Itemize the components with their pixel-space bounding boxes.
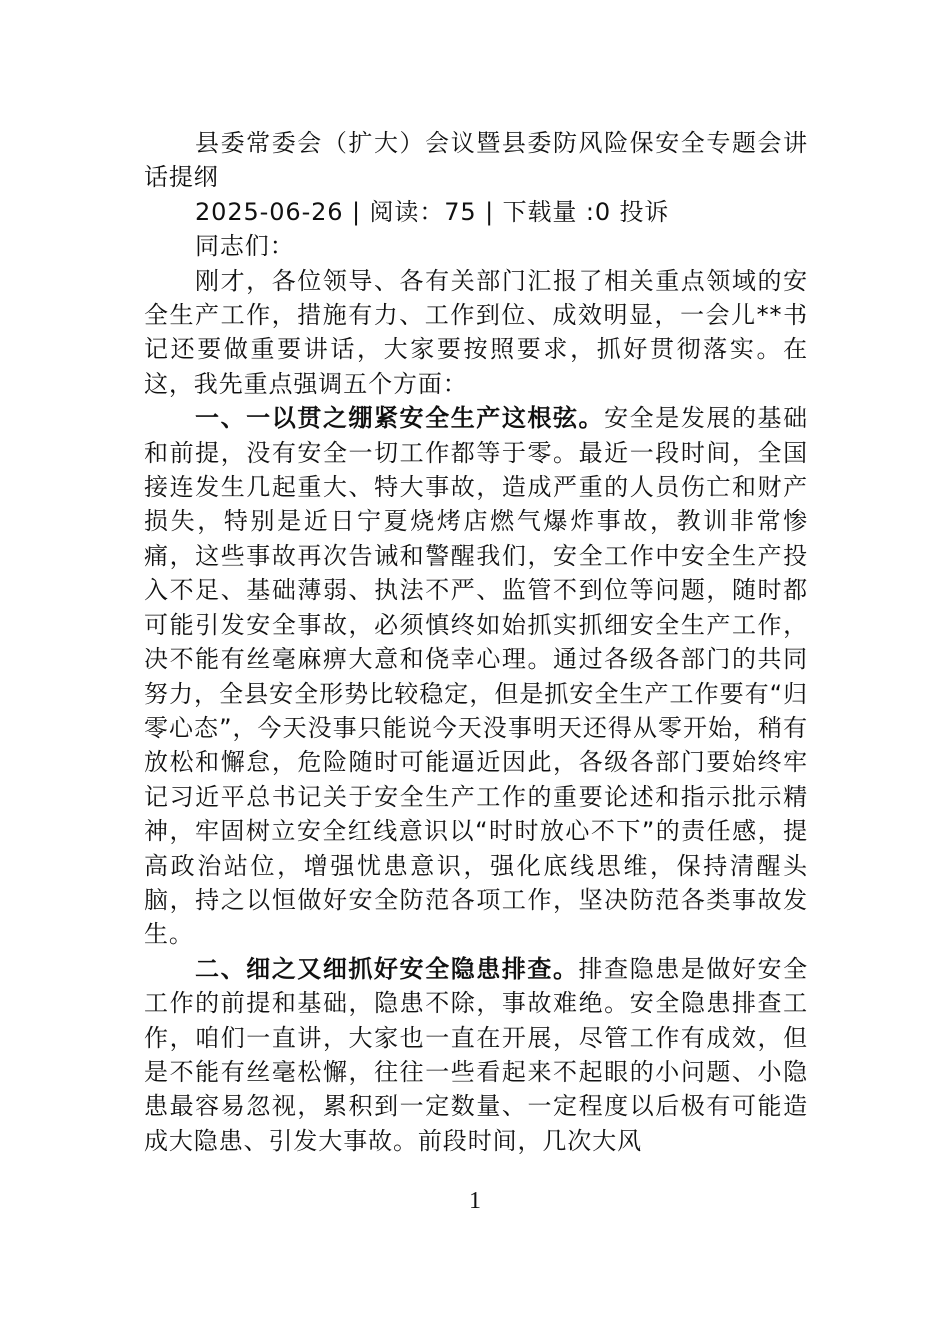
section-1-heading: 一、一以贯之绷紧安全生产这根弦。	[195, 404, 605, 433]
document-title: 县委常委会（扩大）会议暨县委防风险保安全专题会讲话提纲	[144, 129, 808, 192]
section-1	[144, 401, 808, 952]
section-2-body: 排查隐患是做好安全工作的前提和基础，隐患不除，事故难绝。安全隐患排查工作，咱们一直讲，大家也一直在开展，尽管工作有成效，但是不能有丝毫松懈，往往一些看起来不起眼的小问题、小隐患最容易忽视，累积到一定数量、一定程度以后极有可能造成大隐患、引发大事故。前段时间，几次大风	[144, 954, 808, 1155]
document-meta: 2025-06-26 | 阅读：75 | 下载量 :0 投诉	[195, 197, 670, 226]
section-1-body: 安全是发展的基础和前提，没有安全一切工作都等于零。最近一段时间，全国接连发生几起重大、特大事故，造成严重的人员伤亡和财产损失，特别是近日宁夏烧烤店燃气爆炸事故，教训非常惨痛，这些事故再次告诫和警醒我们，安全工作中安全生产投入不足、基础薄弱、执法不严、监管不到位等问题，随时都可能引发安全事故，必须慎终如始抓实抓细安全生产工作，决不能有丝毫麻痹大意和侥幸心理。通过各级各部门的共同努力，全县安全形势比较稳定，但是抓安全生产工作要有“归零心态”，今天没事只能说今天没事明天还得从零开始，稍有放松和懈怠，危险随时可能逼近因此，各级各部门要始终牢记习近平总书记关于安全生产工作的重要论述和指示批示精神，牢固树立安全红线意识以“时时放心不下”的责任感，提高政治站位，增强忧患意识，强化底线思维，保持清醒头脑，持之以恒做好安全防范各项工作，坚决防范各类事故发生。	[144, 404, 808, 949]
section-2	[144, 952, 808, 1158]
intro-paragraph: 刚才，各位领导、各有关部门汇报了相关重点领域的安全生产工作，措施有力、工作到位、成效明显，一会儿**书记还要做重要讲话，大家要按照要求，抓好贯彻落实。在这，我先重点强调五个方面：	[144, 266, 808, 398]
page-number: 1	[469, 1188, 481, 1214]
document-page	[144, 126, 808, 1158]
section-2-heading: 二、细之又细抓好安全隐患排查。	[195, 954, 579, 983]
salutation: 同志们：	[195, 232, 295, 261]
